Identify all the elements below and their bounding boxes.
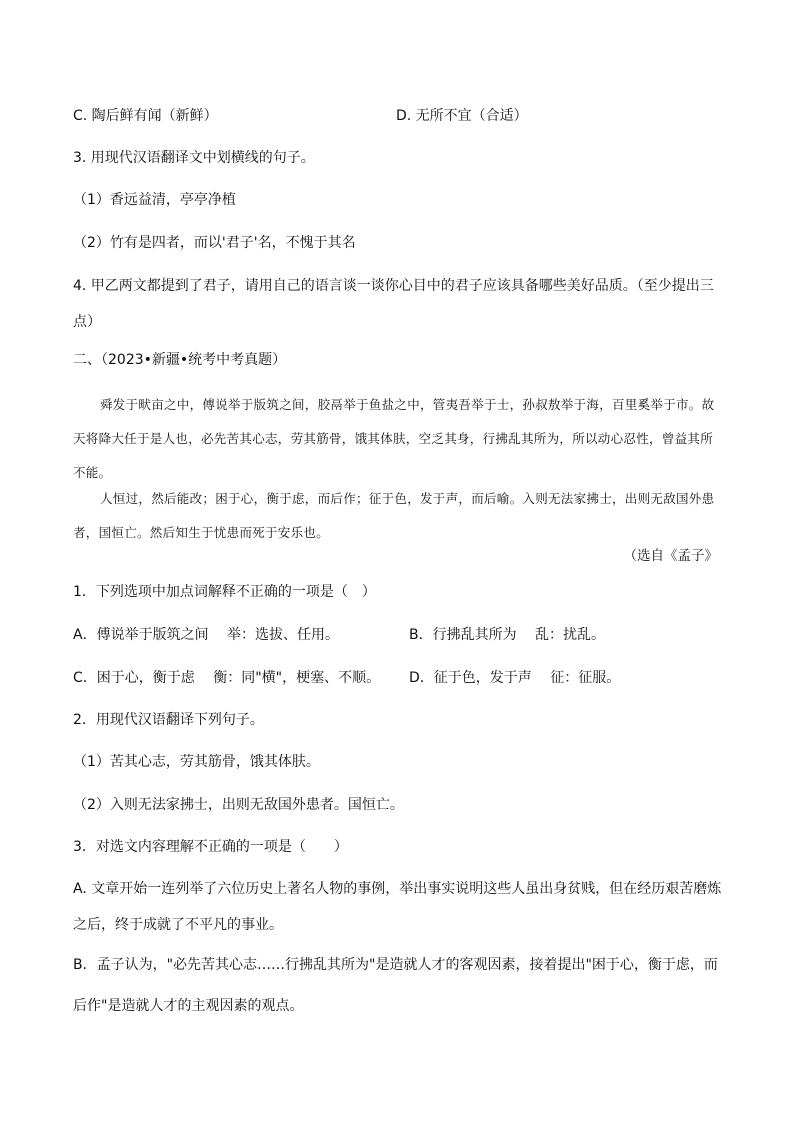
p2-q1-option-c: C．困于心，衡于虑 衡：同"横"，梗塞、不顺。 — [73, 670, 381, 686]
p2-q1-option-d: D．征于色，发于声 征：征服。 — [409, 670, 621, 686]
question-3-item-2: （2）竹有是四者，而以'君子'名，不愧于其名 — [73, 235, 356, 251]
p2-q3-option-b-line-1: B．孟子认为，"必先苦其心志……行拂乱其所为"是造就人才的客观因素，接着提出"困于心，衡于虑，而 — [73, 957, 718, 973]
passage-paragraph-2: 人恒过，然后能改；困于心，衡于虑，而后作；征于色，发于声，而后喻。入则无法家拂士，出则无敌国外患者，国恒亡。然后知生于忧患而死于安乐也。 — [73, 491, 715, 540]
question-4-line-2: 点） — [73, 314, 101, 330]
passage-source: （选自《孟子》 — [623, 548, 718, 564]
question-3-item-1: （1）香远益清，亭亭净植 — [73, 192, 236, 208]
p2-question-2-item-1: （1）苦其心志，劳其筋骨，饿其体肤。 — [73, 754, 320, 770]
p2-question-3-title: 3．对选文内容理解不正确的一项是（ ） — [73, 839, 348, 855]
p2-q3-option-a-line-2: 之后，终于成就了不平凡的事业。 — [73, 917, 283, 933]
p2-question-1-title: 1．下列选项中加点词解释不正确的一项是（ ） — [73, 584, 376, 600]
passage-paragraph-1: 舜发于畎亩之中，傅说举于版筑之间，胶鬲举于鱼盐之中，管夷吾举于士，孙叔敖举于海，百里奚举于市。故天将降大任于是人也，必先苦其心志，劳其筋骨，饿其体肤，空乏其身，行拂乱其所为，所以动心忍性，曾益其所不能。 — [73, 397, 715, 480]
section-2-heading: 二、（2023•新疆•统考中考真题） — [73, 352, 287, 368]
p2-question-2-title: 2．用现代汉语翻译下列句子。 — [73, 712, 264, 728]
p2-q1-option-a: A．傅说举于版筑之间 举：选拔、任用。 — [73, 627, 340, 643]
p2-q3-option-a-line-1: A. 文章开始一连列举了六位历史上著名人物的事例，举出事实说明这些人虽出身贫贱，但在经历艰苦磨炼 — [73, 881, 722, 897]
question-4-line-1: 4. 甲乙两文都提到了君子，请用自己的语言谈一谈你心目中的君子应该具备哪些美好品质。（至少提出三 — [73, 278, 714, 294]
option-d: D. 无所不宜（合适） — [396, 108, 528, 124]
option-c: C. 陶后鲜有闻（新鲜） — [73, 108, 218, 124]
p2-q1-option-b: B．行拂乱其所为 乱：扰乱。 — [409, 627, 606, 643]
p2-q3-option-b-line-2: 后作"是造就人才的主观因素的观点。 — [73, 998, 304, 1014]
question-3-title: 3. 用现代汉语翻译文中划横线的句子。 — [73, 150, 315, 166]
p2-question-2-item-2: （2）入则无法家拂士，出则无敌国外患者。国恒亡。 — [73, 797, 404, 813]
